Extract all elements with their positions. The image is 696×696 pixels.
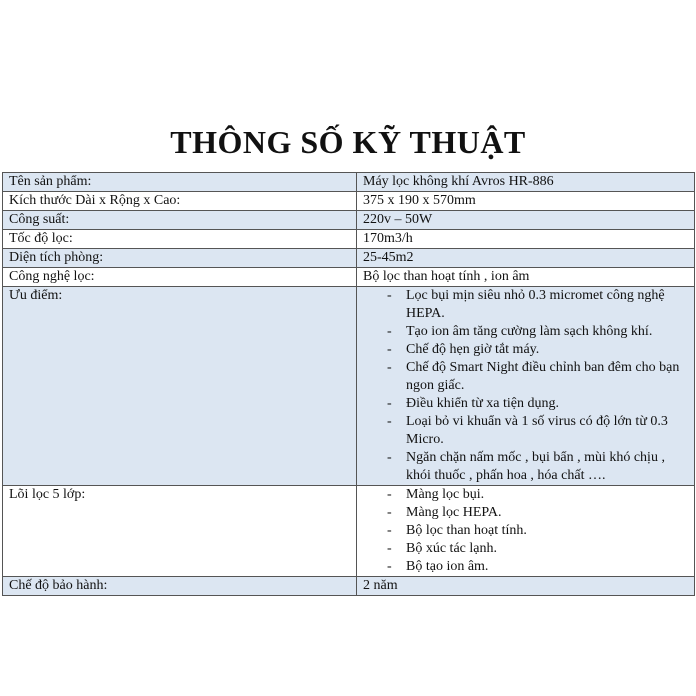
row-label: Diện tích phòng: — [3, 249, 357, 268]
list-item: - Bộ tạo ion âm. — [363, 558, 694, 576]
page-title: THÔNG SỐ KỸ THUẬT — [170, 124, 526, 160]
table-row — [3, 211, 695, 230]
spec-table — [2, 172, 695, 596]
row-value: 25-45m2 — [357, 249, 695, 268]
table-row — [3, 486, 695, 577]
row-value: Máy lọc không khí Avros HR-886 — [357, 173, 695, 192]
list-item: - Bộ lọc than hoạt tính. — [363, 522, 694, 540]
list-item: - Chế độ Smart Night điều chỉnh ban đêm cho bạn ngon giấc. — [363, 359, 694, 395]
list-item: - Lọc bụi mịn siêu nhỏ 0.3 micromet công nghệ HEPA. — [363, 287, 694, 323]
row-value — [357, 287, 695, 486]
row-value — [357, 486, 695, 577]
table-row — [3, 287, 695, 486]
table-row — [3, 173, 695, 192]
table-row — [3, 268, 695, 287]
row-value: Bộ lọc than hoạt tính , ion âm — [357, 268, 695, 287]
table-row — [3, 230, 695, 249]
list-item: - Màng lọc HEPA. — [363, 504, 694, 522]
row-value: 375 x 190 x 570mm — [357, 192, 695, 211]
advantages-list — [363, 287, 694, 485]
row-label: Ưu điểm: — [3, 287, 357, 486]
table-row — [3, 577, 695, 596]
row-label: Tên sản phẩm: — [3, 173, 357, 192]
row-label: Chế độ bảo hành: — [3, 577, 357, 596]
row-value: 2 năm — [357, 577, 695, 596]
list-item: - Chế độ hẹn giờ tắt máy. — [363, 341, 694, 359]
row-label: Công suất: — [3, 211, 357, 230]
row-value: 220v – 50W — [357, 211, 695, 230]
list-item: - Bộ xúc tác lạnh. — [363, 540, 694, 558]
list-item: - Ngăn chặn nấm mốc , bụi bẩn , mùi khó chịu , khói thuốc , phấn hoa , hóa chất …. — [363, 449, 694, 485]
list-item: - Loại bỏ vi khuẩn và 1 số virus có độ lớn từ 0.3 Micro. — [363, 413, 694, 449]
filter-layers-list — [363, 486, 694, 576]
table-row — [3, 249, 695, 268]
row-label: Công nghệ lọc: — [3, 268, 357, 287]
row-value: 170m3/h — [357, 230, 695, 249]
list-item: - Màng lọc bụi. — [363, 486, 694, 504]
table-row — [3, 192, 695, 211]
row-label: Lõi lọc 5 lớp: — [3, 486, 357, 577]
row-label: Tốc độ lọc: — [3, 230, 357, 249]
row-label: Kích thước Dài x Rộng x Cao: — [3, 192, 357, 211]
list-item: - Tạo ion âm tăng cường làm sạch không khí. — [363, 323, 694, 341]
list-item: - Điều khiển từ xa tiện dụng. — [363, 395, 694, 413]
